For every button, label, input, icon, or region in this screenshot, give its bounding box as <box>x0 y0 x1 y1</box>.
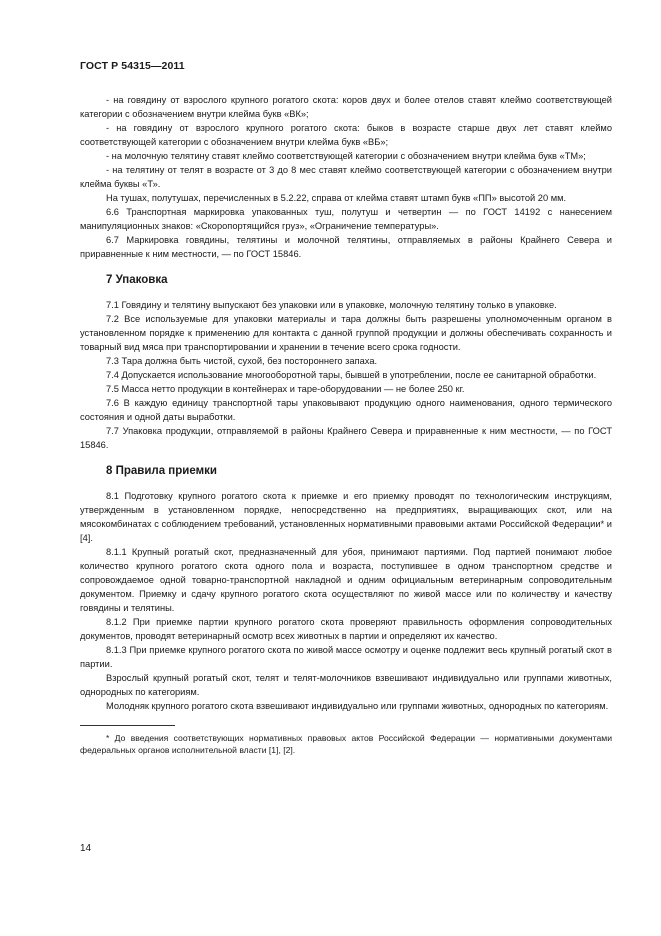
paragraph: 7.3 Тара должна быть чистой, сухой, без постороннего запаха. <box>106 356 378 366</box>
paragraph: Взрослый крупный рогатый скот, телят и телят-молочников взвешивают индивидуально или группами животных, однородных по категориям. <box>80 673 612 697</box>
paragraph: 6.7 Маркировка говядины, телятины и молочной телятины, отправляемых в районы Крайнего Севера и приравненные к ним местности, — по ГОСТ 15846. <box>80 235 612 259</box>
paragraph: 6.6 Транспортная маркировка упакованных туш, полутуш и четвертин — по ГОСТ 14192 с нанесением манипуляционных знаков: «Скоропортящийся груз», «Ограничение температуры». <box>80 207 612 231</box>
section-heading-packaging: 7 Упаковка <box>106 274 168 286</box>
paragraph: Молодняк крупного рогатого скота взвешивают индивидуально или группами животных, однородных по категориям. <box>106 701 609 711</box>
paragraph: - на говядину от взрослого крупного рогатого скота: коров двух и более отелов ставят клеймо соответствующей категории с обозначением внутри клейма букв «ВК»; <box>80 95 612 119</box>
paragraph: 8.1.1 Крупный рогатый скот, предназначенный для убоя, принимают партиями. Под партией понимают любое количество крупного рогатого скота одного пола и возраста, поступившее в одном транспортном средстве и сопровождаемое одной товарно-транспортной накладной и одним официальным ветеринарным сопроводительным документом. Приемку и сдачу крупного рогатого скота осуществляют по живой массе или по количеству и качеству говядины и телятины. <box>80 547 612 613</box>
paragraph: 7.2 Все используемые для упаковки материалы и тара должны быть разрешены уполномоченным органом в установленном порядке к применению для контакта с данной группой продукции и должны обеспечивать сохранность и товарный вид мяса при транспортировании и хранении в течение всего срока годности. <box>80 314 612 352</box>
page-body <box>80 93 612 756</box>
paragraph: 8.1 Подготовку крупного рогатого скота к приемке и его приемку проводят по технологическим инструкциям, утвержденным в установленном порядке, непосредственно на предприятиях, выращивающих скот, или на мясокомбинатах с соблюдением требований, установленных нормативными правовыми актами Российской Федерации* и [4]. <box>80 491 612 543</box>
paragraph: 7.4 Допускается использование многооборотной тары, бывшей в употреблении, после ее санитарной обработки. <box>106 370 597 380</box>
paragraph: - на телятину от телят в возрасте от 3 до 8 мес ставят клеймо соответствующей категории с обозначением внутри клейма буквы «Т». <box>80 165 612 189</box>
document-header: ГОСТ Р 54315—2011 <box>80 60 185 72</box>
paragraph: На тушах, полутушах, перечисленных в 5.2.22, справа от клейма ставят штамп букв «ПП» высотой 20 мм. <box>106 193 567 203</box>
paragraph: - на молочную телятину ставят клеймо соответствующей категории с обозначением внутри клейма букв «ТМ»; <box>106 151 586 161</box>
footnote-separator <box>80 725 175 726</box>
paragraph: 7.5 Масса нетто продукции в контейнерах и таре-оборудовании — не более 250 кг. <box>106 384 465 394</box>
paragraph: 8.1.3 При приемке крупного рогатого скота по живой массе осмотру и оценке подлежит весь крупный рогатый скот в партии. <box>80 645 612 669</box>
paragraph: 8.1.2 При приемке партии крупного рогатого скота проверяют правильность оформления сопроводительных документов, проводят ветеринарный осмотр всех животных в партии и определяют их качество. <box>80 617 612 641</box>
footnote: * До введения соответствующих нормативных правовых актов Российской Федерации — нормативными документами федеральных органов исполнительной власти [1], [2]. <box>80 733 612 755</box>
paragraph: 7.7 Упаковка продукции, отправляемой в районы Крайнего Севера и приравненные к ним местности, — по ГОСТ 15846. <box>80 426 612 450</box>
page-number: 14 <box>80 843 92 854</box>
paragraph: 7.6 В каждую единицу транспортной тары упаковывают продукцию одного наименования, одного термического состояния и одной даты выработки. <box>80 398 612 422</box>
paragraph: - на говядину от взрослого крупного рогатого скота: быков в возрасте старше двух лет ставят клеймо соответствующей категории с обозначением внутри клейма букв «ВБ»; <box>80 123 612 147</box>
section-heading-acceptance-rules: 8 Правила приемки <box>106 465 217 477</box>
paragraph: 7.1 Говядину и телятину выпускают без упаковки или в упаковке, молочную телятину только в упаковке. <box>106 300 557 310</box>
